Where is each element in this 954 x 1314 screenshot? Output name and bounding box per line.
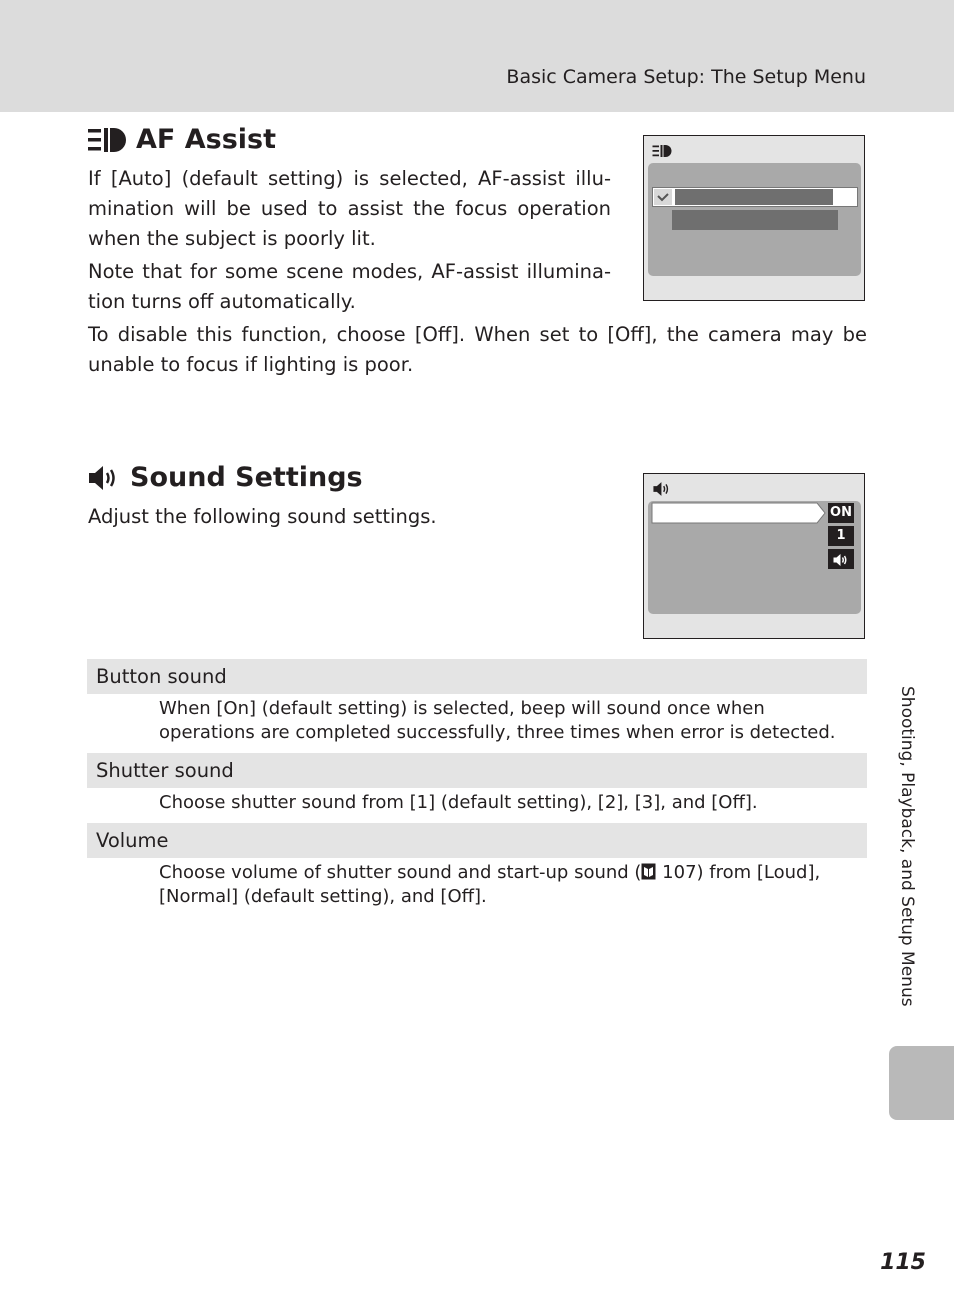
header-band [0,0,954,112]
side-chapter-tab [889,1046,954,1120]
af-assist-option-auto[interactable] [652,187,858,207]
table-row-button-sound: Button sound [87,659,867,694]
table-row-shutter-sound: Shutter sound [87,753,867,788]
checkmark-icon [654,189,672,205]
af-assist-option-bar [675,189,833,205]
sound-settings-intro: Adjust the following sound settings. [88,505,437,528]
side-section-label: Shooting, Playback, and Setup Menus [897,686,917,1007]
volume-badge [828,549,854,569]
button-sound-description: When [On] (default setting) is selected, beep will sound once when operations are completed successfully, three times when error is detected. [159,698,836,743]
af-assist-screen [643,135,865,301]
af-assist-screen-icon [652,143,672,162]
sound-screen-menu [648,501,861,614]
sound-settings-heading [88,462,363,493]
table-row-volume: Volume [87,823,867,858]
af-assist-paragraph-2: Note that for some scene modes, AF-assist illumina-tion turns off automatically. [88,260,611,313]
af-assist-lamp-icon [88,126,126,154]
volume-description-start: Choose volume of shutter sound and start-up sound ( [159,862,642,883]
page-reference-icon [641,863,656,880]
sound-screen-icon [652,481,672,501]
button-sound-badge: ON [828,503,854,523]
af-assist-title: AF Assist [136,124,277,155]
sound-option-selected[interactable] [651,502,827,524]
af-assist-screen-menu [648,163,861,276]
sound-settings-screen [643,473,865,639]
af-assist-paragraph-1: If [Auto] (default setting) is selected, AF-assist illu-mination will be used to assist the focus operation when the subject is poorly lit. [88,167,611,250]
shutter-sound-badge: 1 [828,526,854,546]
af-assist-paragraph-3: To disable this function, choose [Off]. When set to [Off], the camera may be unable to focus if lighting is poor. [88,323,867,376]
sound-settings-title: Sound Settings [130,462,363,493]
af-assist-heading [88,124,276,155]
af-assist-option-off[interactable] [672,210,838,230]
volume-description [159,861,859,909]
speaker-icon [88,464,120,492]
volume-description-end: 107) from [Loud], [Normal] (default setting), and [Off]. [159,862,821,907]
shutter-sound-description: Choose shutter sound from [1] (default setting), [2], [3], and [Off]. [159,792,758,813]
running-header: Basic Camera Setup: The Setup Menu [506,66,866,88]
volume-speaker-icon [833,552,849,571]
page-number: 115 [880,1250,926,1275]
